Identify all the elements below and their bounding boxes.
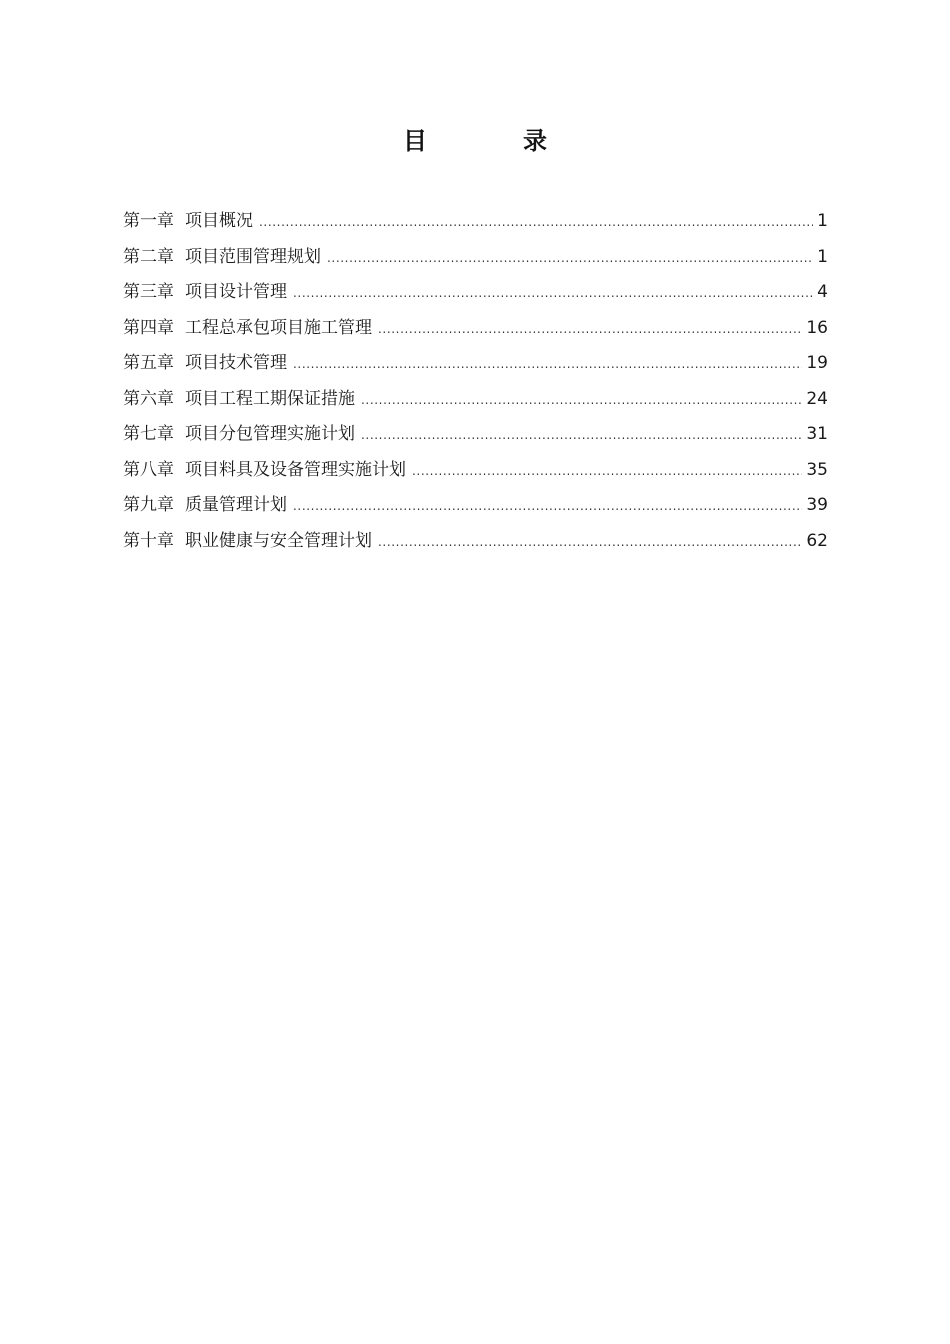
toc-entry[interactable] [123,311,828,347]
toc-entry[interactable] [123,204,828,240]
toc-chapter-number: 第六章 [123,388,174,409]
toc-chapter-number: 第八章 [123,459,174,480]
toc-entry[interactable] [123,453,828,489]
toc-title: 目 录 [403,127,583,155]
toc-page-number: 4 [817,282,828,302]
toc-chapter-title: 职业健康与安全管理计划 [185,530,372,551]
toc-chapter-title: 项目料具及设备管理实施计划 [185,459,406,480]
toc-chapter-title: 项目概况 [185,211,253,231]
toc-entry[interactable] [123,382,828,418]
toc-chapter-number: 第七章 [123,424,174,444]
toc-entry[interactable] [123,346,828,382]
toc-chapter-title: 项目工程工期保证措施 [185,388,355,409]
toc-chapter-number: 第四章 [123,317,174,338]
toc-entry[interactable] [123,417,828,453]
toc-page-number: 1 [817,211,828,231]
toc-chapter-title: 项目设计管理 [185,282,287,302]
toc-chapter-number: 第三章 [123,282,174,302]
toc-chapter-title: 项目范围管理规划 [185,246,321,267]
toc-page-number: 16 [806,317,828,338]
toc-dot-leader [378,312,802,348]
toc-dot-leader [361,383,802,419]
toc-chapter-number: 第十章 [123,530,174,551]
toc-chapter-title: 项目技术管理 [185,353,287,373]
toc-dot-leader [293,347,802,383]
toc-page-number: 39 [806,495,828,515]
toc-page-number: 35 [806,459,828,480]
table-of-contents [123,204,828,559]
toc-entry[interactable] [123,275,828,311]
toc-chapter-number: 第一章 [123,211,174,231]
toc-chapter-title: 项目分包管理实施计划 [185,424,355,444]
toc-dot-leader [412,454,802,490]
toc-page-number: 19 [806,353,828,373]
toc-entry[interactable] [123,524,828,560]
toc-page-number: 24 [806,388,828,409]
toc-chapter-number: 第二章 [123,246,174,267]
toc-entry[interactable] [123,240,828,276]
toc-dot-leader [361,418,802,454]
toc-page-number: 62 [806,530,828,551]
toc-chapter-number: 第五章 [123,353,174,373]
toc-page-number: 1 [817,246,828,267]
toc-chapter-title: 质量管理计划 [185,495,287,515]
toc-page-number: 31 [806,424,828,444]
toc-dot-leader [259,205,813,241]
toc-dot-leader [378,525,802,561]
toc-dot-leader [327,241,813,277]
toc-chapter-number: 第九章 [123,495,174,515]
toc-chapter-title: 工程总承包项目施工管理 [185,317,372,338]
toc-dot-leader [293,276,813,312]
toc-entry[interactable] [123,488,828,524]
toc-dot-leader [293,489,802,525]
